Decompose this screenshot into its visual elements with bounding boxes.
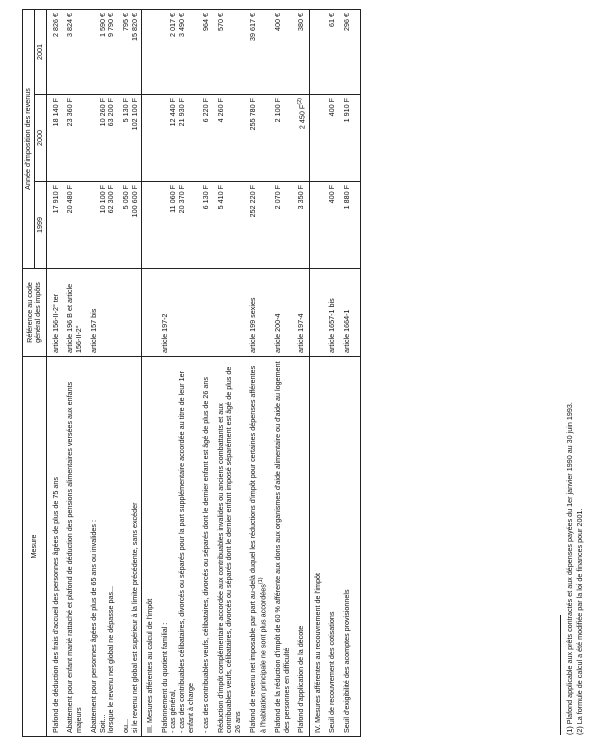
header-mesure: Mesure: [23, 357, 47, 737]
value-2000: 4 260 F: [212, 95, 244, 182]
section-row: [309, 9, 323, 736]
row-reference: article 157 bis: [85, 269, 117, 357]
row-label: Plafond de revenu net imposable par part au-delà duquel les réductions d'impôt pour certaines dépenses afférentes à l'habitation principale ne sont plus accordées: [247, 365, 268, 733]
footnote-1: (1) Plafond applicable aux prêts contractés et aux dépenses payées du 1er janvier 1990 au 30 juin 1993.: [565, 402, 574, 735]
table-row: [61, 9, 85, 736]
table-row: [323, 9, 338, 736]
table-row: [85, 9, 117, 736]
row-label: Plafond de déduction des frais d'accueil des personnes âgées de plus de 75 ans: [46, 357, 61, 737]
table-row: [46, 9, 61, 736]
value-2001: 400 €: [269, 9, 293, 94]
value-2001: 795 € 15 820 €: [117, 9, 141, 94]
row-label: Plafond d'application de la décote: [292, 357, 309, 737]
value-2000: 255 780 F: [244, 95, 269, 182]
table-row: [212, 9, 244, 736]
value-1999: 6 130 F: [197, 182, 212, 269]
row-label: - cas des contribuables veufs, célibataires, divorcés ou séparés dont le dernier enfant est âgé de plus de 26 ans: [197, 357, 212, 737]
value-2000: 2 450 F: [297, 104, 307, 130]
value-2000: 1 910 F: [338, 95, 360, 182]
value-2000: 12 440 F 21 930 F: [156, 95, 197, 182]
header-year-1999: 1999: [34, 182, 46, 269]
table-row: [292, 9, 309, 736]
header-year-group: Année d'imposition des revenus: [23, 9, 35, 268]
value-2000: 6 220 F: [197, 95, 212, 182]
header-year-2000: 2000: [34, 95, 46, 182]
value-1999: 5 410 F: [212, 182, 244, 269]
table-row: [338, 9, 360, 736]
row-label-with-footnote: [244, 357, 269, 737]
value-1999: 5 050 F 100 600 F: [117, 182, 141, 269]
value-1999: 11 060 F 20 370 F: [156, 182, 197, 269]
row-label: ou... si le revenu net global est supérieur à la limite précédente, sans excéder: [117, 357, 141, 737]
value-1999: 400 F: [323, 182, 338, 269]
row-reference: article 1664-1: [338, 269, 360, 357]
footnote-2: (2) La formule de calcul a été modifiée par la loi de finances pour 2001.: [575, 508, 584, 735]
value-2001: 570 €: [212, 9, 244, 94]
table-row: [269, 9, 293, 736]
row-reference: article 197-4: [292, 269, 309, 357]
value-2001: 61 €: [323, 9, 338, 94]
footnote-marker: (1): [257, 577, 264, 585]
value-2001: 380 €: [292, 9, 309, 94]
table-row: [156, 9, 197, 736]
row-label: Plafonnement du quotient familial : - cas général, - cas des contribuables célibataires, divorcés ou séparés pour la part supplémentaire accordée au titre de leur 1er enfant à charge: [156, 357, 197, 737]
row-label: Plafond de la réduction d'impôt de 60 % afférente aux dons aux organismes d'aide alimentaire ou d'aide au logement des personnes en difficulté: [269, 357, 293, 737]
value-2000: 5 130 F 102 100 F: [117, 95, 141, 182]
row-reference: article 156-II-2° ter: [46, 269, 61, 357]
row-reference: article 1657-1 bis: [323, 269, 338, 357]
row-label: Abattement pour personnes âgées de plus de 65 ans ou invalides : Soit... lorsque le revenu net global ne dépasse pas...: [85, 357, 117, 737]
row-label: Seuil de recouvrement des cotisations: [323, 357, 338, 737]
value-1999: 2 070 F: [269, 182, 293, 269]
row-reference-empty: [117, 269, 141, 357]
table-row: [244, 9, 269, 736]
value-2001: 1 590 € 9 790 €: [85, 9, 117, 94]
value-2000: 10 260 F 63 200 F: [85, 95, 117, 182]
value-1999: 20 480 F: [61, 182, 85, 269]
value-1999: 1 880 F: [338, 182, 360, 269]
row-reference: article 196 B et article 156-II-2°: [61, 269, 85, 357]
value-1999: 10 100 F 62 300 F: [85, 182, 117, 269]
header-reference: Référence au code général des impôts: [23, 269, 47, 357]
value-2001: 39 617 €: [244, 9, 269, 94]
table-row: [197, 9, 212, 736]
value-1999: 252 220 F: [244, 182, 269, 269]
value-2001: 964 €: [197, 9, 212, 94]
value-1999: 3 350 F: [292, 182, 309, 269]
footnote-divider: [560, 615, 561, 735]
value-1999: 17 910 F: [46, 182, 61, 269]
footnote-marker: (2): [297, 98, 304, 105]
table-row: [117, 9, 141, 736]
header-year-2001: 2001: [34, 9, 46, 94]
row-reference: article 197-2: [156, 269, 197, 357]
value-2001: 296 €: [338, 9, 360, 94]
row-label: Réduction d'impôt complémentaire accordée aux contribuables invalides ou anciens combattants et aux contribuables veufs, célibataires, divorcés ou séparés dont le dernier enfant imposé séparément est âgé de plus de 26 ans: [212, 357, 244, 737]
value-2000: 23 360 F: [61, 95, 85, 182]
section-heading-iii: III. Mesures afférentes au calcul de l'impôt: [141, 357, 155, 737]
value-2001: 2 826 €: [46, 9, 61, 94]
row-reference: article 199 sexies: [244, 269, 269, 357]
row-reference: article 200-4: [269, 269, 293, 357]
value-2000: 2 100 F: [269, 95, 293, 182]
value-2000-with-footnote: [292, 95, 309, 182]
row-label: Abattement pour enfant marié rattaché et plafond de déduction des pensions alimentaires versées aux enfants majeurs: [61, 357, 85, 737]
value-2000: 400 F: [323, 95, 338, 182]
value-2001: 3 824 €: [61, 9, 85, 94]
section-row: [141, 9, 155, 736]
tax-thresholds-table: [22, 9, 361, 737]
value-2001: 2 017 € 3 490 €: [156, 9, 197, 94]
row-label: Seuil d'exigibilité des acomptes provisionnels: [338, 357, 360, 737]
value-2000: 18 140 F: [46, 95, 61, 182]
section-heading-iv: IV. Mesures afférentes au recouvrement de l'impôt: [309, 357, 323, 737]
